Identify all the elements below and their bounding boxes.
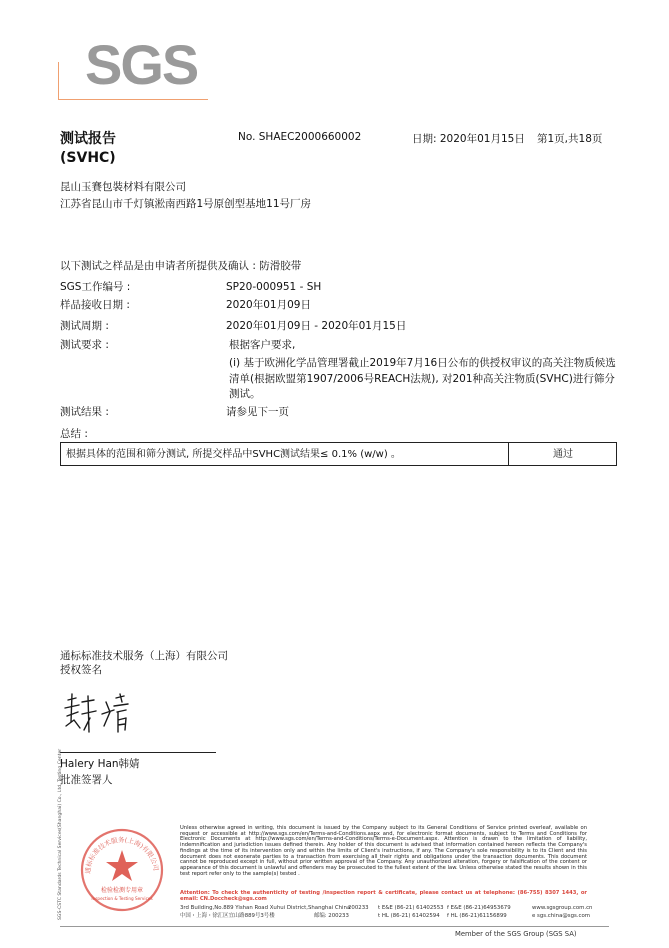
test-result-label: 测试结果 : xyxy=(60,406,109,418)
summary-verdict: 通过 xyxy=(553,449,573,460)
authorized-signature-label: 授权签名 xyxy=(60,664,102,676)
client-name: 昆山玉賽包裝材料有限公司 xyxy=(60,181,186,193)
footer-tel-cn: t HL (86-21) 61402594 xyxy=(378,913,440,919)
footer-fax-en: f E&E (86-21)64953679 xyxy=(447,905,511,911)
receipt-date-label: 样品接收日期 : xyxy=(60,299,130,311)
footer-vertical-text: SGS-CSTC Standards Technical Services(Shanghai) Co., Ltd. Testing Center xyxy=(58,748,63,920)
stamp-center-text: 检验检测专用章 xyxy=(100,887,144,894)
requirement-detail-line-2: 清单(根据欧盟第1907/2006号REACH法规), 对201种高关注物质(SVHC)进行筛分 xyxy=(229,373,615,385)
client-address: 江苏省昆山市千灯镇淞南西路1号原创型基地11号厂房 xyxy=(60,198,312,210)
report-subtitle: (SVHC) xyxy=(60,150,116,166)
job-number-value: SP20-000951 - SH xyxy=(226,281,322,293)
requirement-detail-line-1: (i) 基于欧洲化学品管理署截止2019年7月16日公布的供授权审议的高关注物质候选 xyxy=(229,357,616,369)
job-number-label: SGS工作编号 : xyxy=(60,281,131,293)
footer-address-en: 3rd Building,No.889 Yishan Road Xuhui District,Shanghai China xyxy=(180,905,351,911)
stamp-ring-text: 通标标准技术服务(上海)有限公司 xyxy=(83,835,160,875)
footer-zip-en: 200233 xyxy=(348,905,369,911)
footer-member-line: Member of the SGS Group (SGS SA) xyxy=(455,930,577,938)
receipt-date-value: 2020年01月09日 xyxy=(226,299,311,311)
test-requirement-value: 根据客户要求, xyxy=(229,339,296,351)
test-requirement-label: 测试要求 : xyxy=(60,339,109,351)
test-period-label: 测试周期 : xyxy=(60,320,109,332)
signature-line xyxy=(60,752,216,753)
logo-accent-line-horizontal xyxy=(58,99,208,100)
signatory-role: 批准签署人 xyxy=(60,774,113,786)
summary-table xyxy=(60,442,617,466)
report-title: 测试报告 xyxy=(60,131,116,147)
report-date: 日期: 2020年01月15日 xyxy=(412,133,525,145)
summary-label: 总结 : xyxy=(60,428,88,440)
footer-rule xyxy=(60,926,609,927)
sgs-logo-text: SGS xyxy=(85,33,198,96)
report-number: No. SHAEC2000660002 xyxy=(238,131,362,143)
page-indicator: 第1页,共18页 xyxy=(537,133,603,145)
footer-email: e sgs.china@sgs.com xyxy=(532,913,591,919)
test-period-value: 2020年01月09日 - 2020年01月15日 xyxy=(226,320,407,332)
stamp-sub-text: Inspection & Testing Services xyxy=(91,896,153,901)
red-seal-stamp xyxy=(78,826,166,914)
footer-tel-en: t E&E (86-21) 61402553 xyxy=(378,905,444,911)
footer-website: www.sgsgroup.com.cn xyxy=(532,905,593,911)
signatory-name: Halery Han韩婧 xyxy=(60,758,140,770)
signatory-company: 通标标准技术服务（上海）有限公司 xyxy=(60,650,228,662)
summary-text: 根据具体的范围和筛分测试, 所提交样品中SVHC测试结果≤ 0.1% (w/w) 。 xyxy=(66,449,401,460)
sgs-logo xyxy=(85,33,201,96)
footer-disclaimer: Unless otherwise agreed in writing, this document is issued by the Company subject to its General Conditions of Service printed overleaf, available on request or accessible at http://www.sgs.com/en/Terms-and-Conditions.aspx and, for electronic format documents, subject to Terms and Conditions for Electronic Documents at http://www.sgs.com/en/Terms-and-Conditions/Terms-e-Document.aspx. Attention is drawn to the limitation of liability, indemnification and jurisdiction issues defined therein. Any holder of this document is advised that information contained hereon reflects the Company's findings at the time of its intervention only and within the limits of Client's instructions, if any. The Company's sole responsibility is to its Client and this document does not exonerate parties to a transaction from exercising all their rights and obligations under the transaction documents. This document cannot be reproduced except in full, without prior written approval of the Company. Any unauthorized alteration, forgery or falsification of the content or appearance of this document is unlawful and offenders may be prosecuted to the fullest extent of the law. Unless otherwise stated the results shown in this test report refer only to the sample(s) tested . xyxy=(180,825,587,877)
footer-attention: Attention: To check the authenticity of testing /inspection report & certificate, please contact us at telephone: (86-755) 8307 1443, or email: CN.Doccheck@sgs.com xyxy=(180,890,587,902)
requirement-detail-line-3: 测试。 xyxy=(229,388,261,400)
test-result-value: 请参见下一页 xyxy=(226,406,289,418)
sample-statement: 以下测试之样品是由申请者所提供及确认 : 防滑胶带 xyxy=(60,260,302,272)
logo-accent-line-vertical xyxy=(58,62,59,100)
footer-address-cn: 中国・上海・徐汇区宜山路889号3号楼 xyxy=(180,913,275,919)
footer-fax-cn: f HL (86-21)61156899 xyxy=(447,913,507,919)
footer-zip-cn: 邮编: 200233 xyxy=(314,913,349,919)
handwritten-signature xyxy=(62,692,142,738)
